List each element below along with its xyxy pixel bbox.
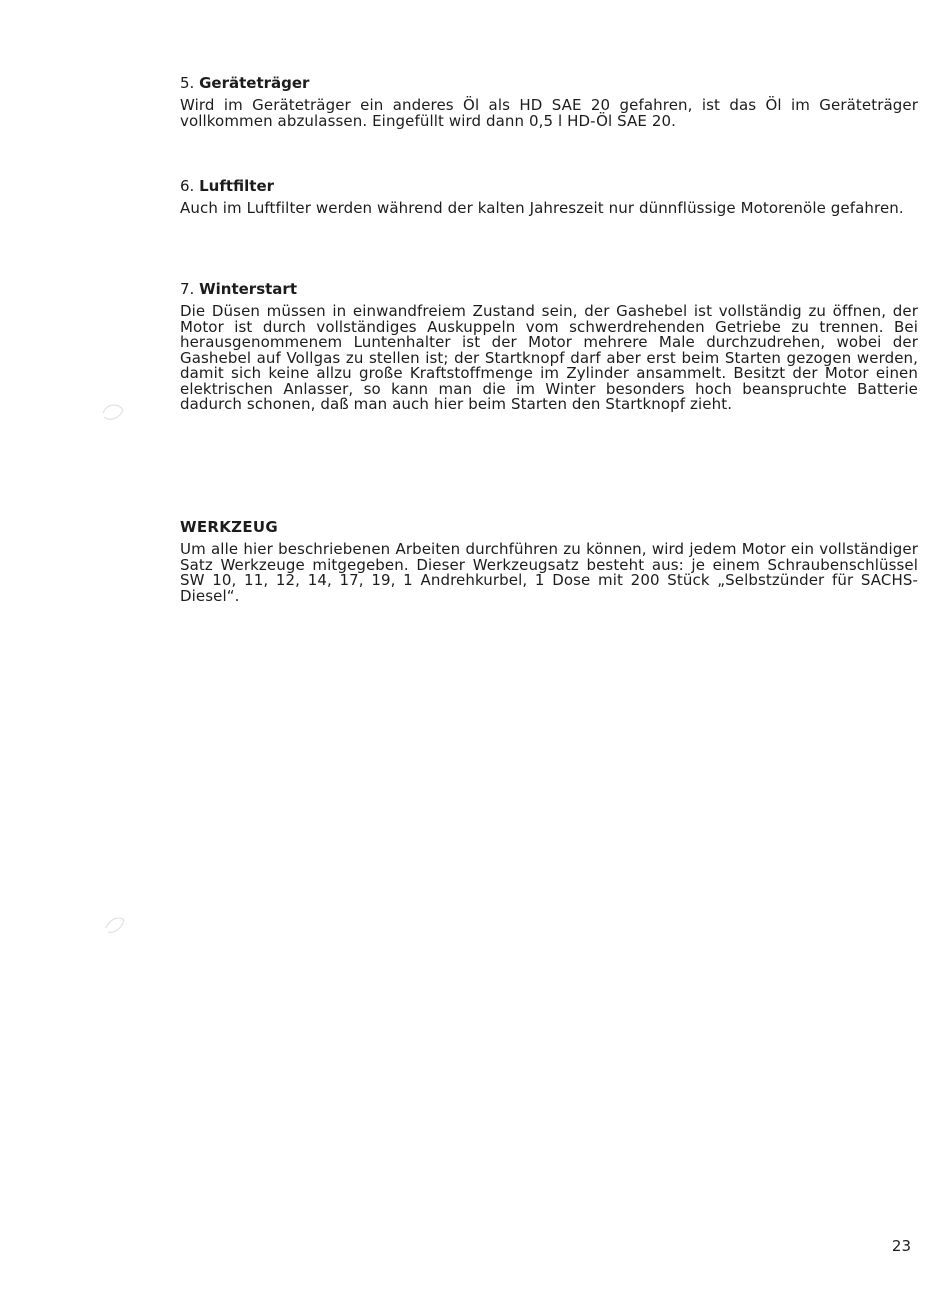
werkzeug-body: Um alle hier beschriebenen Arbeiten durchführen zu können, wird jedem Motor ein vollständiger Satz Werkzeuge mitgegeben. Dieser Werkzeugsatz besteht aus: je einem Schraubenschlüssel SW 10, 11, 12, 14, 17, 19, 1 Andrehkurbel, 1 Dose mit 200 Stück „Selbstzünder für SACHS-Diesel“.	[180, 540, 918, 605]
section-werkzeug	[180, 518, 918, 604]
section-heading	[180, 74, 918, 92]
section-body: Auch im Luftfilter werden während der kalten Jahreszeit nur dünnflüssige Motorenöle gefahren.	[180, 199, 904, 217]
section-number: 7.	[180, 280, 195, 298]
section-number: 6.	[180, 177, 195, 195]
werkzeug-heading: WERKZEUG	[180, 518, 278, 536]
page-number: 23	[891, 1237, 911, 1255]
section-heading	[180, 177, 918, 195]
section-number: 5.	[180, 74, 195, 92]
section-geraetetraeger	[180, 74, 918, 129]
section-luftfilter	[180, 177, 918, 217]
section-title: Luftfilter	[199, 177, 275, 195]
section-title: Winterstart	[199, 280, 297, 298]
section-body: Die Düsen müssen in einwandfreiem Zustand sein, der Gashebel ist vollständig zu öffnen, der Motor ist durch vollständiges Auskuppeln vom schwerdrehenden Getriebe zu trennen. Bei herausgenommenem Luntenhalter ist der Motor mehrere Male durchzudrehen, wobei der Gashebel auf Vollgas zu stellen ist; der Startknopf darf aber erst beim Starten gezogen werden, damit sich keine allzu große Kraftstoffmenge im Zylinder ansammelt. Besitzt der Motor einen elektrischen Anlasser, so kann man die im Winter besonders hoch beanspruchte Batterie dadurch schonen, daß man auch hier beim Starten den Startknopf zieht.	[180, 302, 918, 413]
scan-speck-mark	[98, 398, 128, 428]
section-winterstart	[180, 280, 918, 413]
scan-speck-mark	[100, 910, 130, 940]
section-heading	[180, 280, 918, 298]
section-body: Wird im Geräteträger ein anderes Öl als HD SAE 20 gefahren, ist das Öl im Geräteträger vollkommen abzulassen. Eingefüllt wird dann 0,5 l HD-Öl SAE 20.	[180, 96, 918, 130]
section-title: Geräteträger	[199, 74, 310, 92]
